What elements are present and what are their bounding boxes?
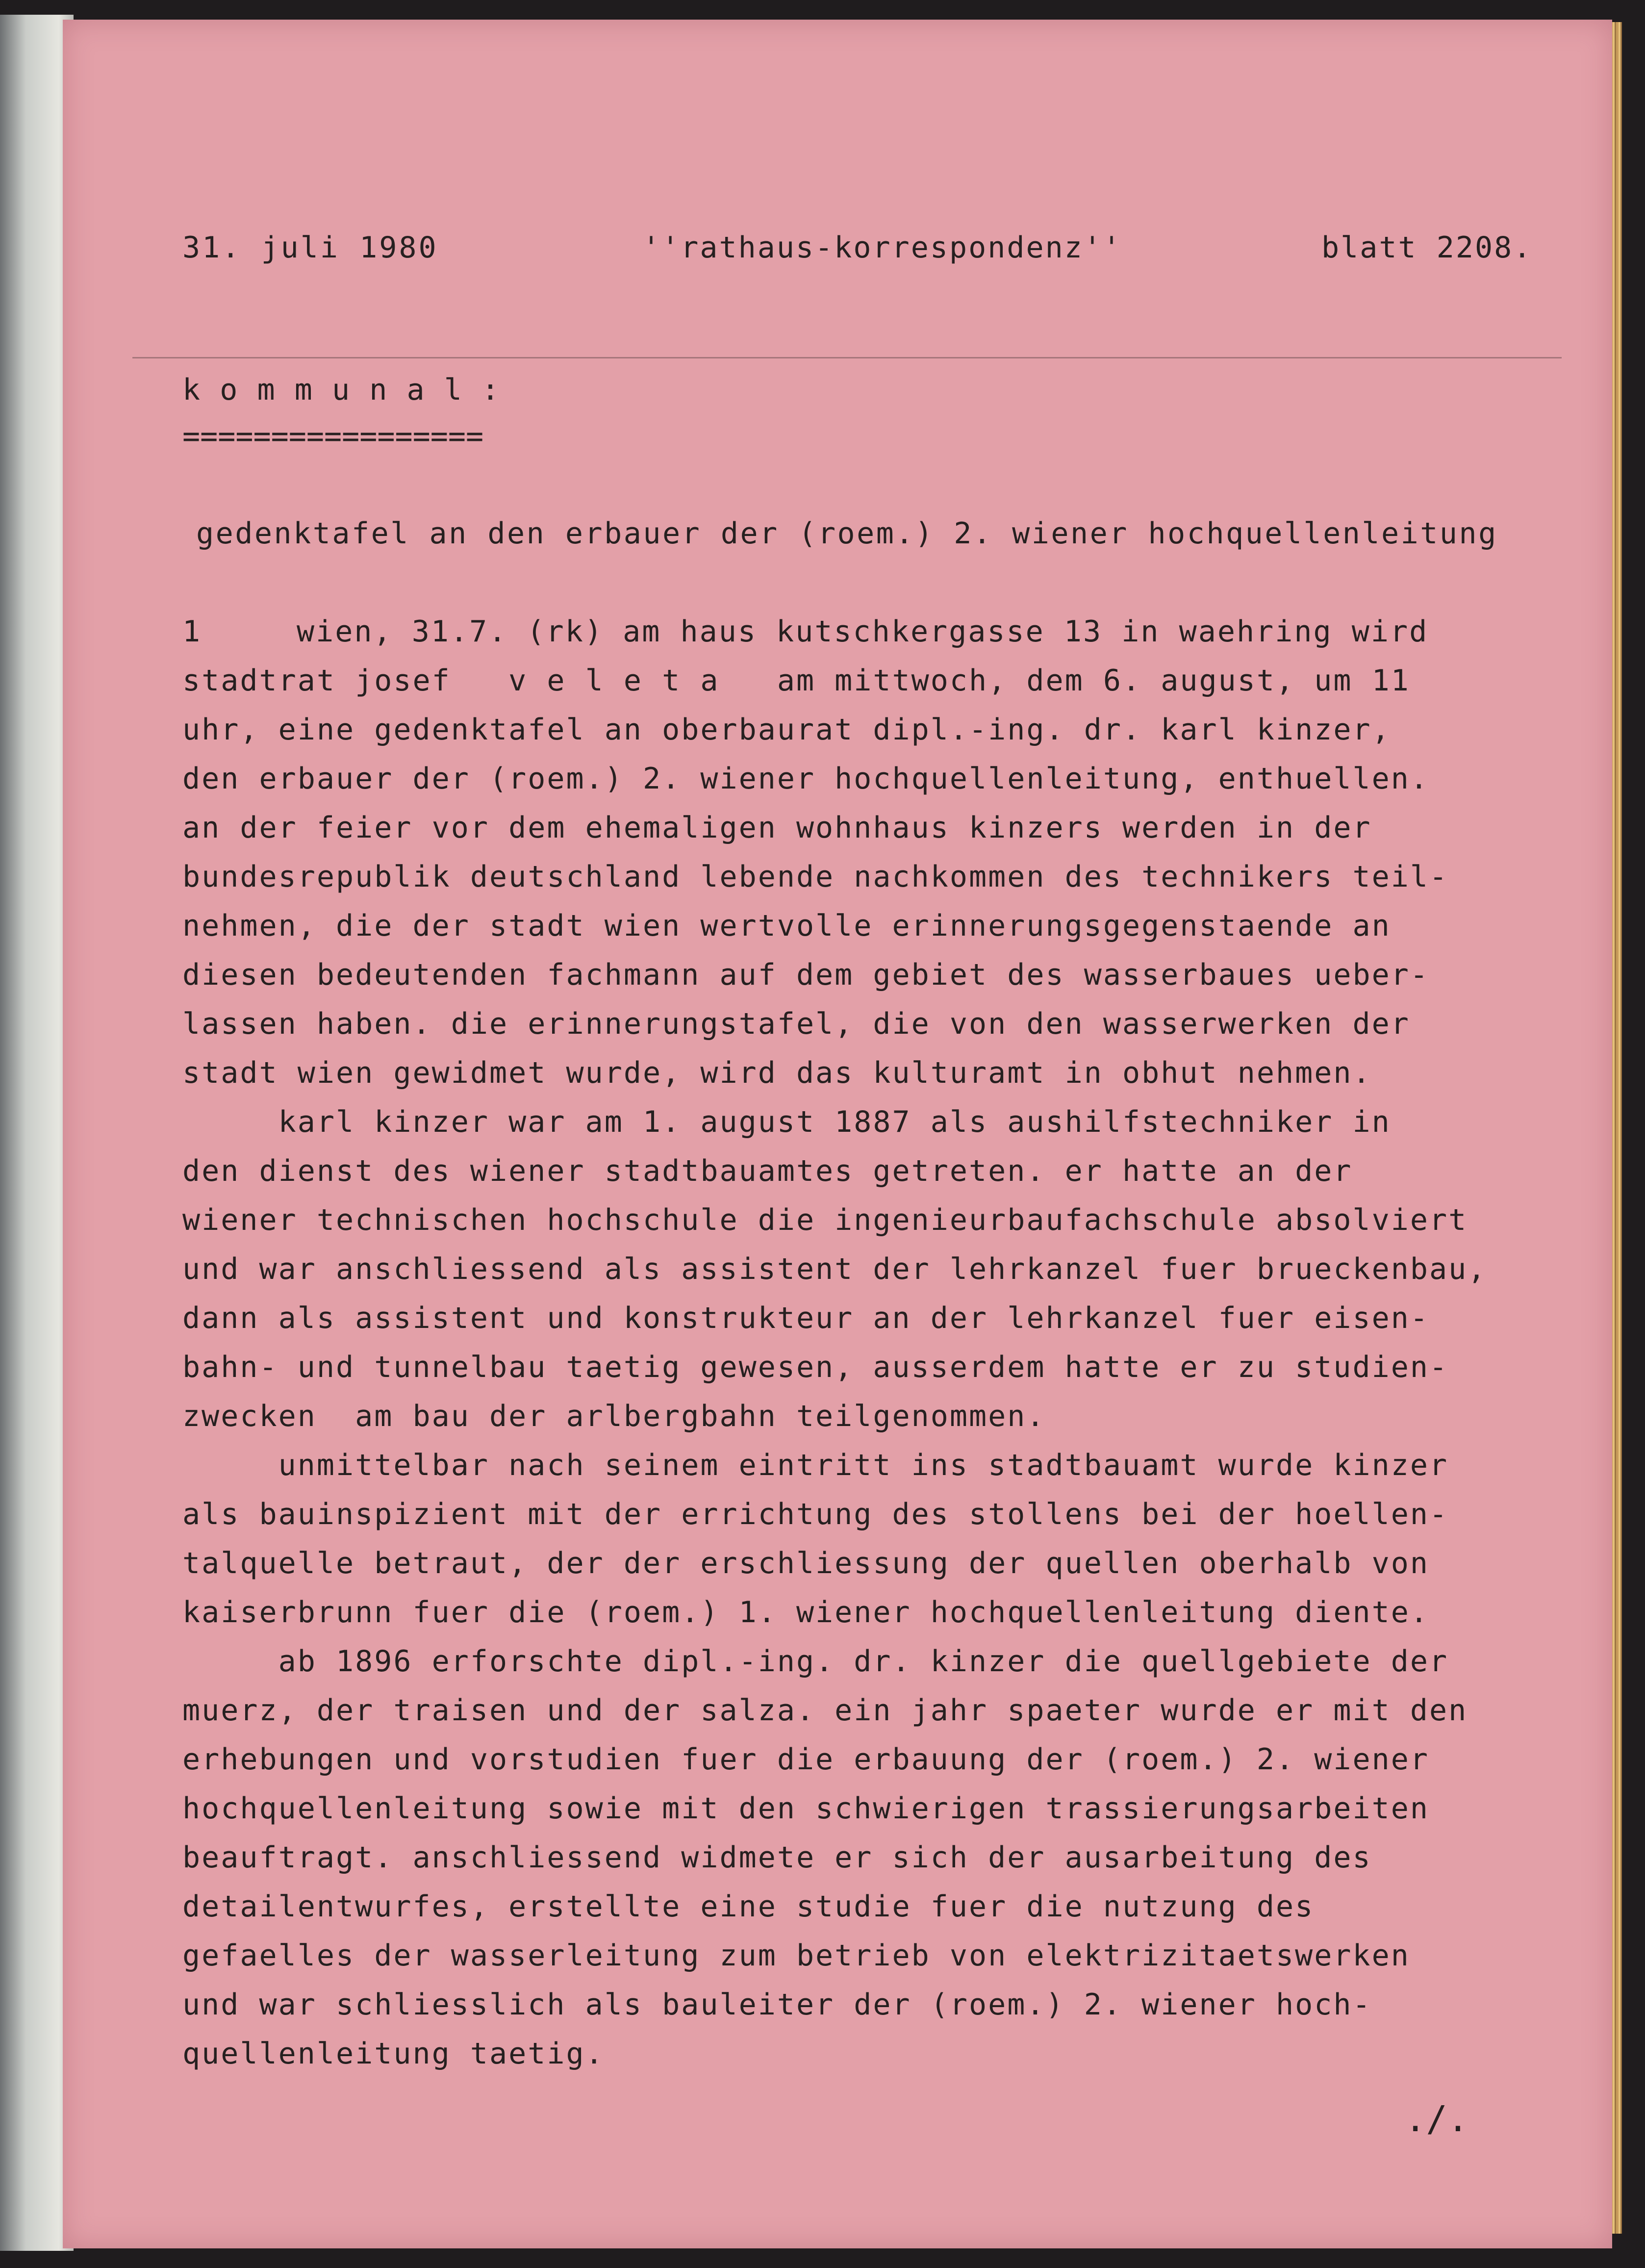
header-date: 31. juli 1980 (182, 230, 438, 265)
body-line-1: wien, 31.7. (rk) am haus kutschkergasse 13 in waehring wird (297, 614, 1429, 649)
body-line-2: stadtrat josef v e l e t a am mittwoch, dem 6. august, um 11 (182, 663, 1410, 698)
body-line-15: dann als assistent und konstrukteur an der lehrkanzel fuer eisen- (182, 1301, 1429, 1335)
body-line-8: diesen bedeutenden fachmann auf dem gebiet des wasserbaues ueber- (182, 958, 1429, 992)
body-line-22: ab 1896 erforschte dipl.-ing. dr. kinzer die quellgebiete der (182, 1644, 1449, 1679)
body-line-28: gefaelles der wasserleitung zum betrieb von elektrizitaetswerken (182, 1938, 1410, 1973)
section-underline: ================= (182, 419, 484, 454)
article-headline: gedenktafel an den erbauer der (roem.) 2. wiener hochquellenleitung (196, 516, 1498, 551)
body-line-7: nehmen, die der stadt wien wertvolle erinnerungsgegenstaende an (182, 909, 1391, 943)
body-line-20: talquelle betraut, der der erschliessung der quellen oberhalb von (182, 1546, 1429, 1580)
body-line-23: muerz, der traisen und der salza. ein jahr spaeter wurde er mit den (182, 1693, 1468, 1728)
header-separator (132, 357, 1562, 358)
header-sheet: blatt 2208. (1321, 230, 1533, 265)
body-line-4: den erbauer der (roem.) 2. wiener hochquellenleitung, enthuellen. (182, 762, 1429, 796)
body-line-30: quellenleitung taetig. (182, 2037, 605, 2071)
body-line-18: unmittelbar nach seinem eintritt ins stadtbauamt wurde kinzer (182, 1448, 1449, 1482)
section-title: k o m m u n a l : (182, 373, 501, 407)
body-line-11: karl kinzer war am 1. august 1887 als aushilfstechniker in (182, 1105, 1391, 1139)
body-line-21: kaiserbrunn fuer die (roem.) 1. wiener hochquellenleitung diente. (182, 1595, 1429, 1630)
body-line-17: zwecken am bau der arlbergbahn teilgenommen. (182, 1399, 1046, 1433)
continuation-mark: ./. (1405, 2098, 1469, 2140)
header-publication: ''rathaus-korrespondenz'' (642, 230, 1122, 265)
body-line-5: an der feier vor dem ehemaligen wohnhaus kinzers werden in der (182, 811, 1372, 845)
body-line-27: detailentwurfes, erstellte eine studie fuer die nutzung des (182, 1889, 1315, 1924)
body-line-16: bahn- und tunnelbau taetig gewesen, ausserdem hatte er zu studien- (182, 1350, 1449, 1384)
body-line-25: hochquellenleitung sowie mit den schwierigen trassierungsarbeiten (182, 1791, 1429, 1826)
body-line-19: als bauinspizient mit der errichtung des stollens bei der hoellen- (182, 1497, 1449, 1531)
body-line-9: lassen haben. die erinnerungstafel, die von den wasserwerken der (182, 1007, 1410, 1041)
body-line-13: wiener technischen hochschule die ingenieurbaufachschule absolviert (182, 1203, 1468, 1237)
body-line-24: erhebungen und vorstudien fuer die erbauung der (roem.) 2. wiener (182, 1742, 1429, 1777)
body-line-26: beauftragt. anschliessend widmete er sich der ausarbeitung des (182, 1840, 1372, 1875)
body-line-6: bundesrepublik deutschland lebende nachkommen des technikers teil- (182, 860, 1449, 894)
article-number: 1 (182, 614, 202, 649)
body-line-29: und war schliesslich als bauleiter der (roem.) 2. wiener hoch- (182, 1988, 1372, 2022)
body-line-10: stadt wien gewidmet wurde, wird das kulturamt in obhut nehmen. (182, 1056, 1372, 1090)
body-line-3: uhr, eine gedenktafel an oberbaurat dipl.-ing. dr. karl kinzer, (182, 713, 1391, 747)
body-line-14: und war anschliessend als assistent der lehrkanzel fuer brueckenbau, (182, 1252, 1487, 1286)
body-line-12: den dienst des wiener stadtbauamtes getreten. er hatte an der (182, 1154, 1353, 1188)
